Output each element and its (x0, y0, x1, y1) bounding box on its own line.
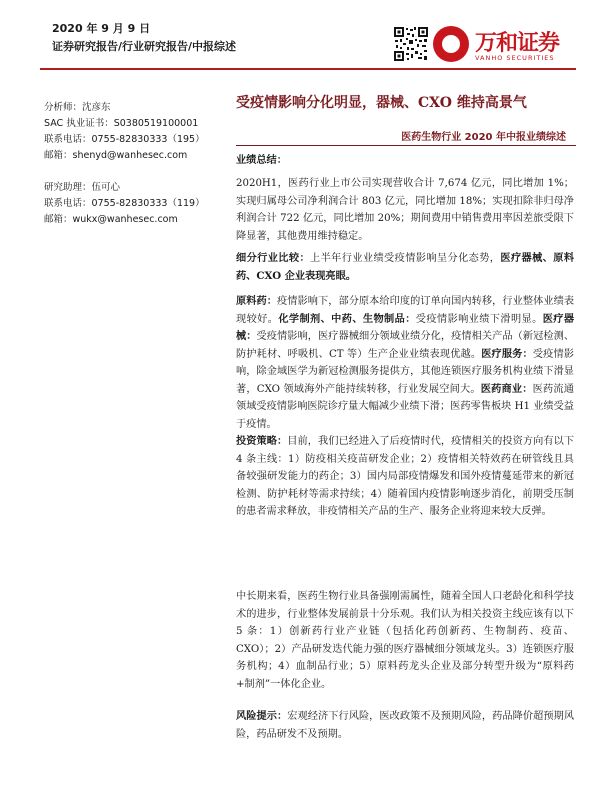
segments-paragraph (236, 293, 574, 433)
report-title: 受疫情影响分化明显，器械、CXO 维持高景气 (236, 95, 527, 111)
report-subtitle: 医药生物行业 2020 年中报业绩综述 (401, 132, 566, 143)
segment-text: 受疫情影响业绩下滑明显。 (415, 313, 543, 325)
risk-heading: 风险提示： (236, 710, 288, 722)
logo-subtext: VANHO SECURITIES (475, 54, 555, 62)
assistant-name: 伍可心 (91, 182, 121, 193)
strategy-paragraph (236, 433, 574, 521)
summary-paragraph: 2020H1，医药行业上市公司实现营收合计 7,674 亿元，同比增加 1%；实现归属母公司净利润合计 803 亿元，同比增加 18%；实现扣除非归母净利润合计 722 亿元，同比增加 20%；期间费用中销售费用率因差旅受限下降显著，其他费用维持稳定。 (236, 178, 574, 242)
phone-label: 联系电话： (44, 198, 92, 209)
segment-text: 疫情影响下，部分原本给印度的订单向国内转移，行业整体业绩表现较好。 (236, 296, 575, 325)
segment-text: 受疫情影响，医疗器械细分领域业绩分化，疫情相关产品（新冠检测、防护耗材、呼吸机、CT 等）生产企业业绩表现优越。 (236, 331, 575, 360)
logo-text: 万和证券 (475, 31, 560, 56)
sub-industry-heading: 细分行业比较： (236, 252, 311, 264)
risk-paragraph (236, 708, 574, 743)
report-category: 证券研究报告/行业研究报告/中报综述 (52, 40, 237, 53)
assistant-info (44, 180, 230, 228)
cert-label: SAC 执业证书： (44, 118, 114, 129)
phone-label: 联系电话： (44, 134, 92, 145)
qr-code-icon (393, 26, 429, 62)
email-label: 邮箱： (44, 150, 73, 161)
report-date: 2020 年 9 月 9 日 (52, 22, 151, 35)
strategy-text: 目前，我们已经进入了后疫情时代，疫情相关的投资方向有以下 4 条主线：1）防疫相关疫苗研发企业；2）疫情相关特效药在研管线且具备较强研发能力的药企；3）国内局部疫情爆发和国外疫情蔓延带来的新冠检测、防护耗材等需求持续；4）随着国内疫情影响逐步消化，前期受压制的患者需求释放，非疫情相关产品的生产、服务企业将迎来较大反弹。 (236, 436, 575, 517)
company-logo (433, 24, 583, 66)
sub-industry-paragraph (236, 250, 574, 285)
email-label: 邮箱： (44, 214, 73, 225)
segment-text: 受疫情影响，除金域医学为新冠检测服务提供方，其他连锁医疗服务机构业绩下滑显著，CXO 领域海外产能持续转移，行业发展空间大。 (236, 348, 574, 395)
assistant-phone: 0755-82830333（119） (91, 198, 205, 209)
segment-label: 医药商业： (480, 382, 533, 395)
segment-label: 化学制剂、中药、生物制品： (278, 312, 416, 325)
analyst-info (44, 100, 230, 164)
sub-industry-highlight: 医疗器械、原料药、CXO 企业表现亮眼。 (236, 252, 575, 282)
sub-industry-text: 上半年行业业绩受疫情影响呈分化态势， (310, 253, 501, 264)
segment-label: 医疗器械： (236, 312, 575, 342)
summary-heading (236, 152, 574, 170)
long-term-paragraph: 中长期来看，医药生物行业具备强刚需属性，随着全国人口老龄化和科学技术的进步，行业整体发展前景十分乐观。我们认为相关投资主线应该有以下 5 条：1）创新药行业产业链（包括化药创新药、生物制药、疫苗、CXO）；2）产品研发迭代能力强的医疗器械细分领域龙头。3）连锁医疗服务机构；4）血制品行业；5）原料药龙头企业及部分转型升级为“原料药+制剂”一体化企业。 (236, 591, 574, 690)
strategy-heading: 投资策略： (236, 435, 288, 447)
title-divider (236, 145, 576, 146)
risk-text: 宏观经济下行风险，医改政策不及预期风险，药品降价超预期风险，药品研发不及预期。 (236, 711, 575, 740)
assistant-email[interactable]: wukx@wanhesec.com (72, 214, 178, 225)
segment-label: 原料药： (236, 295, 277, 307)
segment-label: 医疗服务： (481, 347, 533, 360)
analyst-phone: 0755-82830333（195） (91, 134, 205, 145)
analyst-label: 分析师： (44, 102, 83, 113)
segment-text: 医药流通领域受疫情影响医院诊疗量大幅减少业绩下滑；医药零售板块 H1 业绩受益于疫情。 (236, 383, 574, 430)
assistant-label: 研究助理： (44, 182, 92, 193)
cert-number: S0380519100001 (113, 118, 199, 129)
analyst-email[interactable]: shenyd@wanhesec.com (72, 150, 188, 161)
summary-heading-text: 业绩总结： (236, 154, 287, 166)
analyst-name: 沈彦东 (82, 102, 111, 113)
header-divider (40, 68, 576, 70)
company-logo-icon (433, 26, 469, 62)
